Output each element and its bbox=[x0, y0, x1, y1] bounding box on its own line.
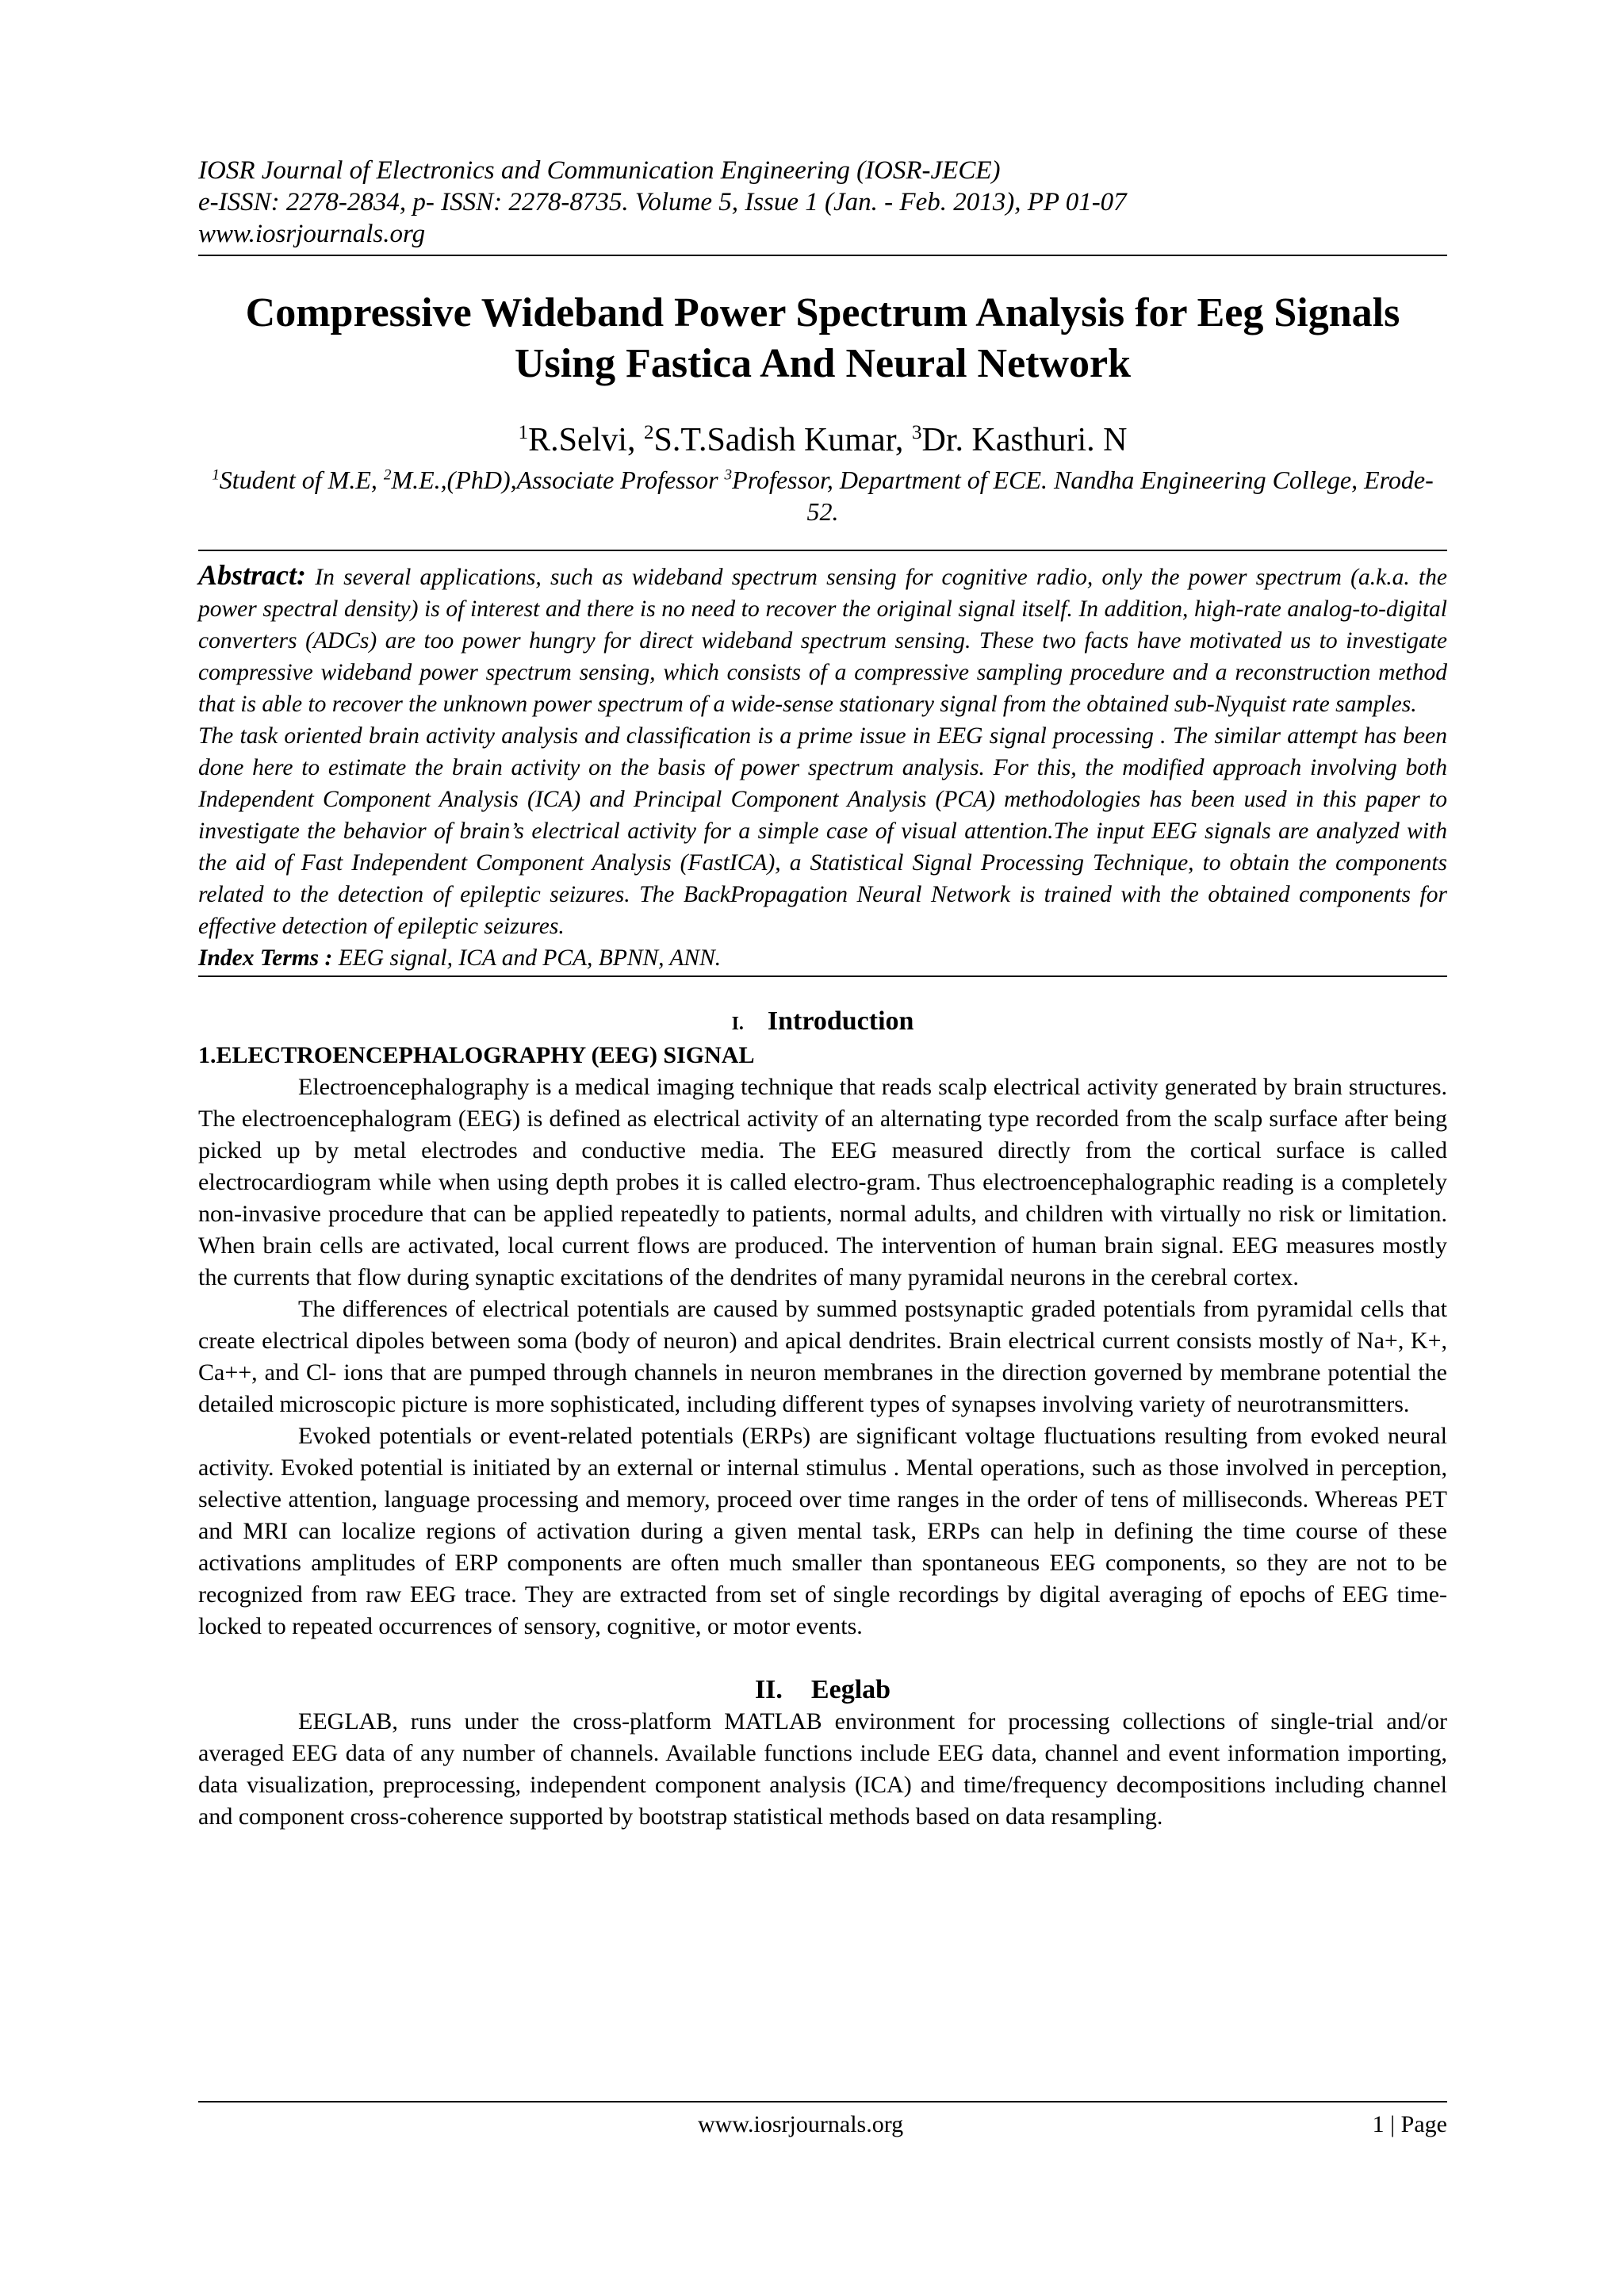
author-3: Dr. Kasthuri. N bbox=[921, 422, 1128, 458]
journal-header bbox=[198, 155, 1447, 250]
author-1: R.Selvi, bbox=[528, 422, 644, 458]
abstract-top-divider bbox=[198, 550, 1447, 551]
intro-paragraph-3: Evoked potentials or event-related potentials (ERPs) are significant voltage fluctuations resulting from evoked neural activity. Evoked potential is initiated by an external or internal stimulus . Mental operations, such as those involved in perception, selective attention, language processing and memory, proceed over time ranges in the order of tens of milliseconds. Whereas PET and MRI can localize regions of activation during a given mental task, ERPs can help in defining the time course of these activations amplitudes of ERP components are often much smaller than spontaneous EEG components, so they are not to be recognized from raw EEG trace. They are extracted from set of single recordings by digital averaging of epochs of EEG time-locked to repeated occurrences of sensory, cognitive, or motor events. bbox=[198, 1423, 1447, 1639]
affil-3: Professor, Department of ECE. Nandha Engineering College, Erode-52. bbox=[732, 466, 1434, 526]
journal-website[interactable]: www.iosrjournals.org bbox=[198, 220, 426, 248]
affiliation bbox=[198, 464, 1447, 527]
section-1-heading bbox=[198, 1006, 1447, 1040]
intro-paragraph-1: Electroencephalography is a medical imaging technique that reads scalp electrical activity generated by brain structures. The electroencephalogram (EEG) is defined as electrical activity of an alternating type recorded from the scalp surface after being picked up by metal electrodes and conductive media. The EEG measured directly from the cortical surface is called electrocardiogram while when using depth probes it is called electro-gram. Thus electroencephalographic reading is a completely non-invasive procedure that can be applied repeatedly to patients, normal adults, and children with virtually no risk or limitation. When brain cells are activated, local current flows are produced. The intervention of human brain signal. EEG measures mostly the currents that flow during synaptic excitations of the dendrites of many pyramidal neurons in the cerebral cortex. bbox=[198, 1074, 1447, 1290]
author-2-marker: 2 bbox=[643, 422, 654, 443]
author-list bbox=[198, 420, 1447, 461]
title-line-2: Using Fastica And Neural Network bbox=[514, 341, 1132, 386]
section-1-number: I. bbox=[731, 1014, 744, 1034]
page-footer bbox=[198, 2101, 1447, 2137]
abstract-text-1: In several applications, such as wideband spectrum sensing for cognitive radio, only the power spectrum (a.k.a. the power spectral density) is of interest and there is no need to recover the original signal itself. In addition, high-rate analog-to-digital converters (ADCs) are too power hungry for direct wideband spectrum sensing. These two facts have motivated us to investigate compressive wideband power spectrum sensing, which consists of a compressive sampling procedure and a reconstruction method that is able to recover the unknown power spectrum of a wide-sense stationary signal from the obtained sub-Nyquist rate samples. bbox=[198, 565, 1447, 717]
paper-title bbox=[198, 288, 1447, 389]
section-2-title: Eeglab bbox=[810, 1675, 891, 1704]
abstract-block bbox=[198, 559, 1447, 942]
paper-page bbox=[198, 155, 1447, 1833]
author-1-marker: 1 bbox=[518, 422, 529, 443]
section-2-number: II. bbox=[754, 1675, 783, 1704]
page-number: 1 | Page bbox=[1372, 2111, 1447, 2137]
title-line-1: Compressive Wideband Power Spectrum Analysis for Eeg Signals bbox=[245, 290, 1400, 335]
affil-1-marker: 1 bbox=[212, 466, 220, 484]
subsection-eeg-signal: 1.ELECTROENCEPHALOGRAPHY (EEG) SIGNAL bbox=[198, 1042, 755, 1068]
journal-name: IOSR Journal of Electronics and Communication Engineering (IOSR-JECE) bbox=[198, 156, 1001, 185]
affil-3-marker: 3 bbox=[724, 466, 733, 484]
index-terms-label: Index Terms : bbox=[198, 945, 333, 971]
section-1-title: Introduction bbox=[767, 1006, 914, 1036]
header-divider bbox=[198, 255, 1447, 256]
intro-paragraph-2: The differences of electrical potentials are caused by summed postsynaptic graded potentials from pyramidal cells that create electrical dipoles between soma (body of neuron) and apical dendrites. Brain electrical current consists mostly of Na+, K+, Ca++, and Cl- ions that are pumped through channels in neuron membranes in the direction governed by membrane potential the detailed microscopic picture is more sophisticated, including different types of synapses involving variety of neurotransmitters. bbox=[198, 1296, 1447, 1417]
abstract-paragraph-1 bbox=[198, 559, 1447, 720]
affil-2-marker: 2 bbox=[383, 466, 392, 484]
section-2-heading bbox=[198, 1674, 1447, 1706]
affil-1: Student of M.E, bbox=[219, 466, 384, 494]
abstract-label: Abstract: bbox=[198, 559, 307, 591]
issn-line: e-ISSN: 2278-2834, p- ISSN: 2278-8735. Volume 5, Issue 1 (Jan. - Feb. 2013), PP 01-07 bbox=[198, 188, 1127, 217]
abstract-paragraph-2: The task oriented brain activity analysis and classification is a prime issue in EEG signal processing . The similar attempt has been done here to estimate the brain activity on the basis of power spectrum analysis. For this, the modified approach involving both Independent Component Analysis (ICA) and Principal Component Analysis (PCA) methodologies has been used in this paper to investigate the behavior of brain’s electrical activity for a simple case of visual attention.The input EEG signals are analyzed with the aid of Fast Independent Component Analysis (FastICA), a Statistical Signal Processing Technique, to obtain the components related to the detection of epileptic seizures. The BackPropagation Neural Network is trained with the obtained components for effective detection of epileptic seizures. bbox=[198, 723, 1447, 939]
affil-2: M.E.,(PhD),Associate Professor bbox=[391, 466, 725, 494]
eeglab-paragraph-1: EEGLAB, runs under the cross-platform MATLAB environment for processing collections of single-trial and/or averaged EEG data of any number of channels. Available functions include EEG data, channel and event information importing, data visualization, preprocessing, independent component analysis (ICA) and time/frequency decompositions including channel and component cross-coherence supported by bootstrap statistical methods based on data resampling. bbox=[198, 1708, 1447, 1830]
index-terms-text: EEG signal, ICA and PCA, BPNN, ANN. bbox=[332, 945, 722, 971]
author-2: S.T.Sadish Kumar, bbox=[653, 422, 912, 458]
footer-url[interactable]: www.iosrjournals.org bbox=[698, 2111, 904, 2137]
footer-divider bbox=[198, 2101, 1447, 2102]
author-3-marker: 3 bbox=[911, 422, 922, 443]
abstract-bottom-divider bbox=[198, 976, 1447, 977]
index-terms bbox=[198, 942, 1447, 974]
